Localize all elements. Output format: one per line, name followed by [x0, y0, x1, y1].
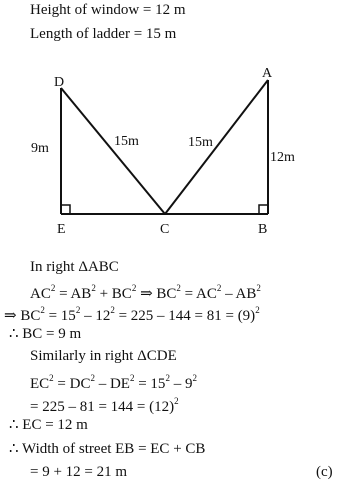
result-bc: ∴ BC = 9 m: [9, 326, 82, 342]
ladder-diagram: [0, 58, 348, 243]
equation-ec-value: = $225 - 81 = 144 = (12)^2$: [30, 396, 179, 415]
point-e-label: E: [57, 222, 66, 237]
point-d-label: D: [54, 75, 65, 90]
right-angle-b: [259, 205, 268, 214]
length-ac-label: 15m: [188, 135, 213, 150]
point-c-label: C: [160, 222, 170, 237]
length-de-label: 9m: [31, 141, 49, 156]
street-width-result: = 9 + 12 = 21 m: [30, 464, 128, 480]
triangle-cde-heading: Similarly in right ΔCDE: [30, 348, 177, 364]
result-ec: ∴ EC = 12 m: [9, 417, 88, 433]
right-angle-e: [61, 205, 70, 214]
street-width-statement: ∴ Width of street EB = EC + CB: [9, 441, 206, 457]
point-b-label: B: [258, 222, 268, 237]
ladder-dc: [61, 88, 165, 214]
ladder-length-text: Length of ladder = 15 m: [30, 26, 177, 42]
equation-bc-squared: ⇒ $BC^2 = 15^2 - 12^2 = 225 - 144 = 81 = (9)^2$: [4, 305, 260, 324]
answer-option: (c): [316, 464, 333, 480]
point-a-label: A: [262, 66, 273, 81]
equation-pythagoras-cde: $EC^2 = DC^2 - DE^2 = 15^2 - 9^2$: [30, 373, 197, 392]
ladder-ac: [165, 80, 268, 214]
triangle-abc-heading: In right ΔABC: [30, 259, 119, 275]
equation-pythagoras-abc: $AC^2 = AB^2 + BC^2$ ⇒ $BC^2 = AC^2 - AB^2$: [30, 283, 261, 302]
window-height-text: Height of window = 12 m: [30, 2, 186, 18]
length-ab-label: 12m: [270, 150, 295, 165]
length-dc-label: 15m: [114, 134, 139, 149]
